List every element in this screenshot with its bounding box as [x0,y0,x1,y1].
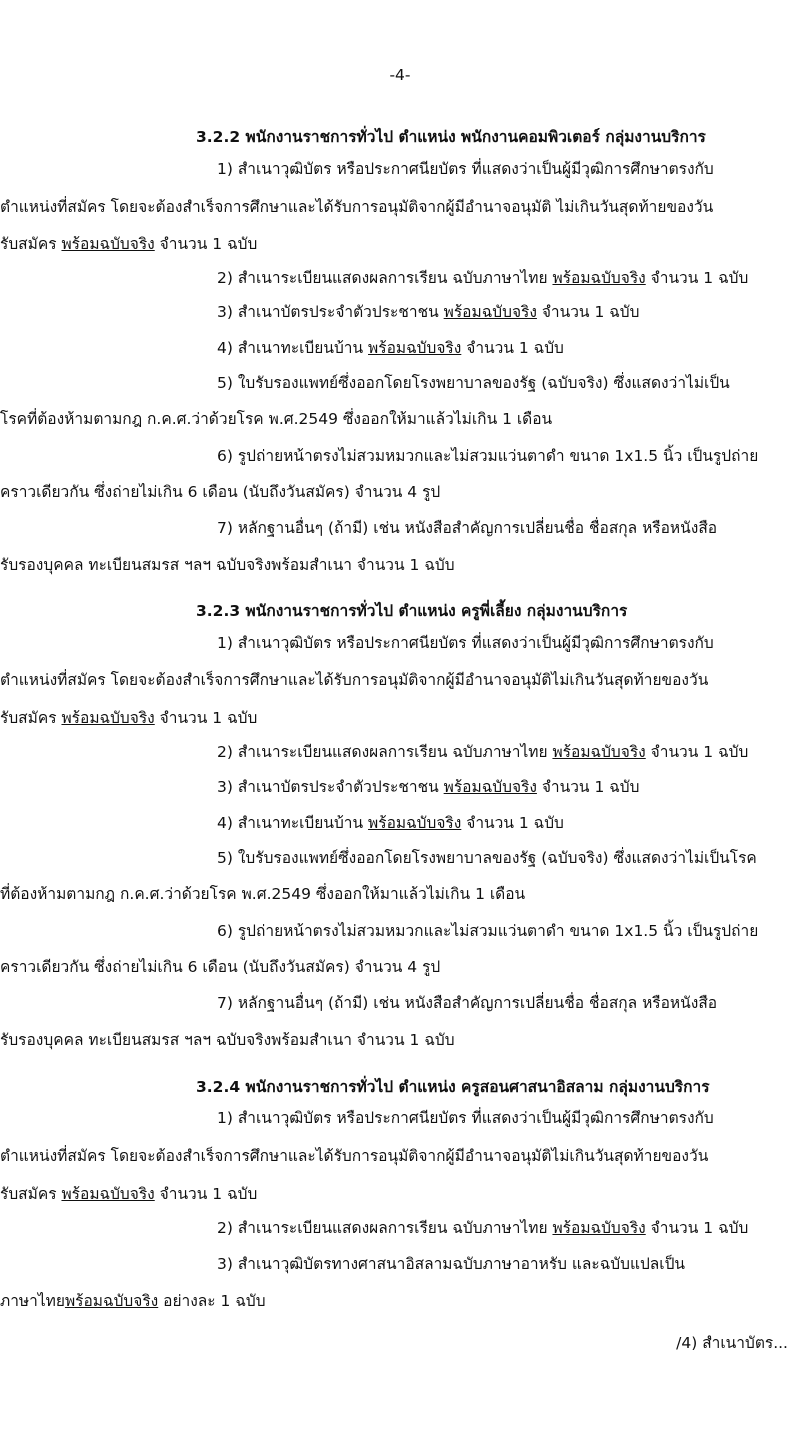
s3-item3-line1: 3) สำเนาวุฒิบัตรทางศาสนาอิสลามฉบับภาษาอาหรับ และฉบับแปลเป็น [217,1255,686,1273]
section-heading-3-2-2: 3.2.2 พนักงานราชการทั่วไป ตำแหน่ง พนักงานคอมพิวเตอร์ กลุ่มงานบริการ [196,128,706,146]
s1-item4: 4) สำเนาทะเบียนบ้าน พร้อมฉบับจริง จำนวน 1 ฉบับ [217,339,564,357]
s1-item7-line1: 7) หลักฐานอื่นๆ (ถ้ามี) เช่น หนังสือสำคัญการเปลี่ยนชื่อ ชื่อสกุล หรือหนังสือ [217,519,718,537]
s2-item2: 2) สำเนาระเบียนแสดงผลการเรียน ฉบับภาษาไทย พร้อมฉบับจริง จำนวน 1 ฉบับ [217,743,749,761]
s1-item1-line3: รับสมัคร พร้อมฉบับจริง จำนวน 1 ฉบับ [0,235,258,253]
s1-item5-line2: โรคที่ต้องห้ามตามกฎ ก.ค.ศ.ว่าด้วยโรค พ.ศ.2549 ซึ่งออกให้มาแล้วไม่เกิน 1 เดือน [0,410,553,428]
s2-item6-line2: คราวเดียวกัน ซึ่งถ่ายไม่เกิน 6 เดือน (นับถึงวันสมัคร) จำนวน 4 รูป [0,958,441,976]
s3-item1-line2: ตำแหน่งที่สมัคร โดยจะต้องสำเร็จการศึกษาและได้รับการอนุมัติจากผู้มีอำนาจอนุมัติไม่เกินวันสุดท้ายของวัน [0,1147,709,1165]
s1-item6-line1: 6) รูปถ่ายหน้าตรงไม่สวมหมวกและไม่สวมแว่นตาดำ ขนาด 1x1.5 นิ้ว เป็นรูปถ่าย [217,447,759,465]
s2-item1-line3: รับสมัคร พร้อมฉบับจริง จำนวน 1 ฉบับ [0,709,258,727]
s2-item6-line1: 6) รูปถ่ายหน้าตรงไม่สวมหมวกและไม่สวมแว่นตาดำ ขนาด 1x1.5 นิ้ว เป็นรูปถ่าย [217,922,759,940]
s1-item1-line2: ตำแหน่งที่สมัคร โดยจะต้องสำเร็จการศึกษาและได้รับการอนุมัติจากผู้มีอำนาจอนุมัติ ไม่เกินวันสุดท้ายของวัน [0,198,714,216]
page-number: -4- [389,66,411,84]
s2-item1-line1: 1) สำเนาวุฒิบัตร หรือประกาศนียบัตร ที่แสดงว่าเป็นผู้มีวุฒิการศึกษาตรงกับ [217,634,714,652]
s2-item5-line2: ที่ต้องห้ามตามกฎ ก.ค.ศ.ว่าด้วยโรค พ.ศ.2549 ซึ่งออกให้มาแล้วไม่เกิน 1 เดือน [0,885,526,903]
s1-item3: 3) สำเนาบัตรประจำตัวประชาชน พร้อมฉบับจริง จำนวน 1 ฉบับ [217,303,640,321]
section-heading-3-2-3: 3.2.3 พนักงานราชการทั่วไป ตำแหน่ง ครูพี่เลี้ยง กลุ่มงานบริการ [196,602,628,620]
s3-item2: 2) สำเนาระเบียนแสดงผลการเรียน ฉบับภาษาไทย พร้อมฉบับจริง จำนวน 1 ฉบับ [217,1219,749,1237]
s2-item1-line2: ตำแหน่งที่สมัคร โดยจะต้องสำเร็จการศึกษาและได้รับการอนุมัติจากผู้มีอำนาจอนุมัติไม่เกินวันสุดท้ายของวัน [0,671,709,689]
s2-item7-line2: รับรองบุคคล ทะเบียนสมรส ฯลฯ ฉบับจริงพร้อมสำเนา จำนวน 1 ฉบับ [0,1031,455,1049]
section-heading-3-2-4: 3.2.4 พนักงานราชการทั่วไป ตำแหน่ง ครูสอนศาสนาอิสลาม กลุ่มงานบริการ [196,1078,710,1096]
s2-item3: 3) สำเนาบัตรประจำตัวประชาชน พร้อมฉบับจริง จำนวน 1 ฉบับ [217,778,640,796]
s2-item5-line1: 5) ใบรับรองแพทย์ซึ่งออกโดยโรงพยาบาลของรัฐ (ฉบับจริง) ซึ่งแสดงว่าไม่เป็นโรค [217,849,757,867]
s3-item1-line1: 1) สำเนาวุฒิบัตร หรือประกาศนียบัตร ที่แสดงว่าเป็นผู้มีวุฒิการศึกษาตรงกับ [217,1109,714,1127]
s2-item4: 4) สำเนาทะเบียนบ้าน พร้อมฉบับจริง จำนวน 1 ฉบับ [217,814,564,832]
s1-item7-line2: รับรองบุคคล ทะเบียนสมรส ฯลฯ ฉบับจริงพร้อมสำเนา จำนวน 1 ฉบับ [0,556,455,574]
s1-item6-line2: คราวเดียวกัน ซึ่งถ่ายไม่เกิน 6 เดือน (นับถึงวันสมัคร) จำนวน 4 รูป [0,483,441,501]
page-continuation: /4) สำเนาบัตร... [676,1334,788,1352]
s3-item3-line2: ภาษาไทยพร้อมฉบับจริง อย่างละ 1 ฉบับ [0,1292,266,1310]
s1-item1-line1: 1) สำเนาวุฒิบัตร หรือประกาศนียบัตร ที่แสดงว่าเป็นผู้มีวุฒิการศึกษาตรงกับ [217,160,714,178]
s2-item7-line1: 7) หลักฐานอื่นๆ (ถ้ามี) เช่น หนังสือสำคัญการเปลี่ยนชื่อ ชื่อสกุล หรือหนังสือ [217,994,718,1012]
s3-item1-line3: รับสมัคร พร้อมฉบับจริง จำนวน 1 ฉบับ [0,1185,258,1203]
s1-item2: 2) สำเนาระเบียนแสดงผลการเรียน ฉบับภาษาไทย พร้อมฉบับจริง จำนวน 1 ฉบับ [217,269,749,287]
s1-item5-line1: 5) ใบรับรองแพทย์ซึ่งออกโดยโรงพยาบาลของรัฐ (ฉบับจริง) ซึ่งแสดงว่าไม่เป็น [217,374,730,392]
